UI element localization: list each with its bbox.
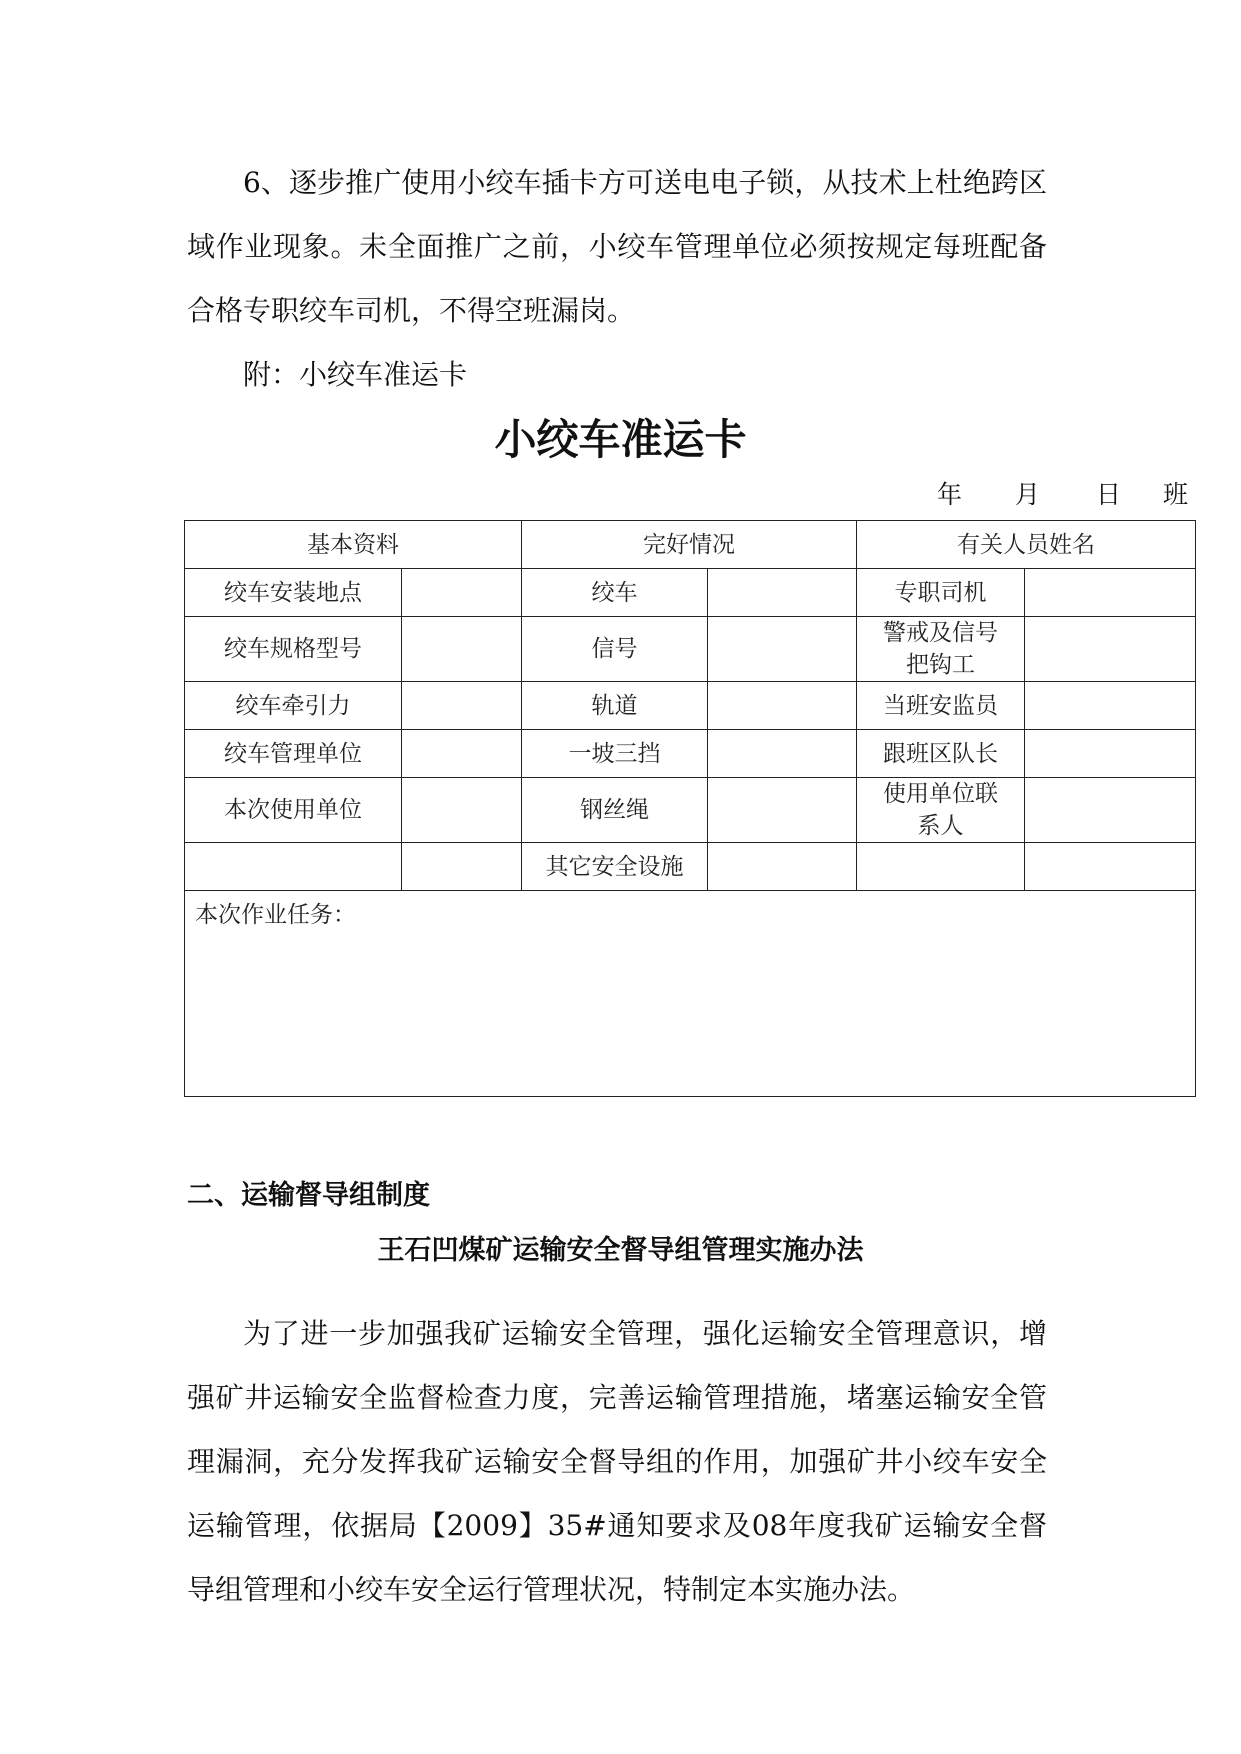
condition-label: 其它安全设施 (522, 843, 708, 891)
date-shift-label: 班 (1163, 480, 1189, 509)
table-row (185, 730, 1196, 778)
basic-value-cell[interactable] (402, 730, 522, 778)
basic-value-cell[interactable] (402, 617, 522, 682)
condition-value-cell[interactable] (708, 778, 857, 843)
basic-label (185, 843, 402, 891)
person-value-cell[interactable] (1025, 843, 1196, 891)
person-value-cell[interactable] (1025, 569, 1196, 617)
section-heading: 二、运输督导组制度 (187, 1180, 430, 1211)
basic-label: 绞车牵引力 (185, 682, 402, 730)
table-row (185, 843, 1196, 891)
section-paragraph: 为了进一步加强我矿运输安全管理，强化运输安全管理意识，增强矿井运输安全监督检查力度，完善运输管理措施，堵塞运输安全管理漏洞，充分发挥我矿运输安全督导组的作用，加强矿井小绞车安全运输管理，依据局【2009】35#通知要求及08年度我矿运输安全督导组管理和小绞车安全运行管理状况，特制定本实施办法。 (187, 1317, 1047, 1606)
date-day-label: 日 (1096, 480, 1122, 509)
person-label: 专职司机 (857, 569, 1025, 617)
table-header-row (185, 521, 1196, 569)
person-label: 使用单位联系人 (857, 778, 1025, 843)
condition-label: 信号 (522, 617, 708, 682)
condition-value-cell[interactable] (708, 843, 857, 891)
condition-value-cell[interactable] (708, 617, 857, 682)
appendix-label: 附：小绞车准运卡 (243, 358, 468, 391)
condition-label: 轨道 (522, 682, 708, 730)
basic-value-cell[interactable] (402, 843, 522, 891)
condition-label: 绞车 (522, 569, 708, 617)
person-value-cell[interactable] (1025, 682, 1196, 730)
basic-value-cell[interactable] (402, 778, 522, 843)
person-value-cell[interactable] (1025, 778, 1196, 843)
person-label (857, 843, 1025, 891)
basic-label: 绞车规格型号 (185, 617, 402, 682)
date-year-label: 年 (937, 480, 963, 509)
condition-label: 钢丝绳 (522, 778, 708, 843)
table-row (185, 569, 1196, 617)
intro-paragraph: 6、逐步推广使用小绞车插卡方可送电电子锁，从技术上杜绝跨区域作业现象。未全面推广之前，小绞车管理单位必须按规定每班配备合格专职绞车司机，不得空班漏岗。 (187, 166, 1047, 327)
card-title: 小绞车准运卡 (494, 415, 747, 464)
condition-label: 一坡三挡 (522, 730, 708, 778)
person-value-cell[interactable] (1025, 730, 1196, 778)
header-basic-info: 基本资料 (185, 521, 522, 569)
basic-value-cell[interactable] (402, 569, 522, 617)
person-value-cell[interactable] (1025, 617, 1196, 682)
task-field[interactable] (185, 891, 1196, 1097)
condition-value-cell[interactable] (708, 682, 857, 730)
header-personnel: 有关人员姓名 (857, 521, 1196, 569)
task-row (185, 891, 1196, 1097)
table-row (185, 682, 1196, 730)
person-label: 警戒及信号把钩工 (857, 617, 1025, 682)
person-label: 跟班区队长 (857, 730, 1025, 778)
basic-label: 本次使用单位 (185, 778, 402, 843)
article-title: 王石凹煤矿运输安全督导组管理实施办法 (377, 1235, 864, 1266)
condition-value-cell[interactable] (708, 569, 857, 617)
basic-label: 绞车管理单位 (185, 730, 402, 778)
basic-label: 绞车安装地点 (185, 569, 402, 617)
header-condition: 完好情况 (522, 521, 857, 569)
task-label: 本次作业任务： (195, 902, 356, 928)
person-label: 当班安监员 (857, 682, 1025, 730)
date-month-label: 月 (1015, 480, 1041, 509)
table-row (185, 778, 1196, 843)
basic-value-cell[interactable] (402, 682, 522, 730)
transport-permit-table (184, 520, 1196, 1097)
table-row (185, 617, 1196, 682)
condition-value-cell[interactable] (708, 730, 857, 778)
